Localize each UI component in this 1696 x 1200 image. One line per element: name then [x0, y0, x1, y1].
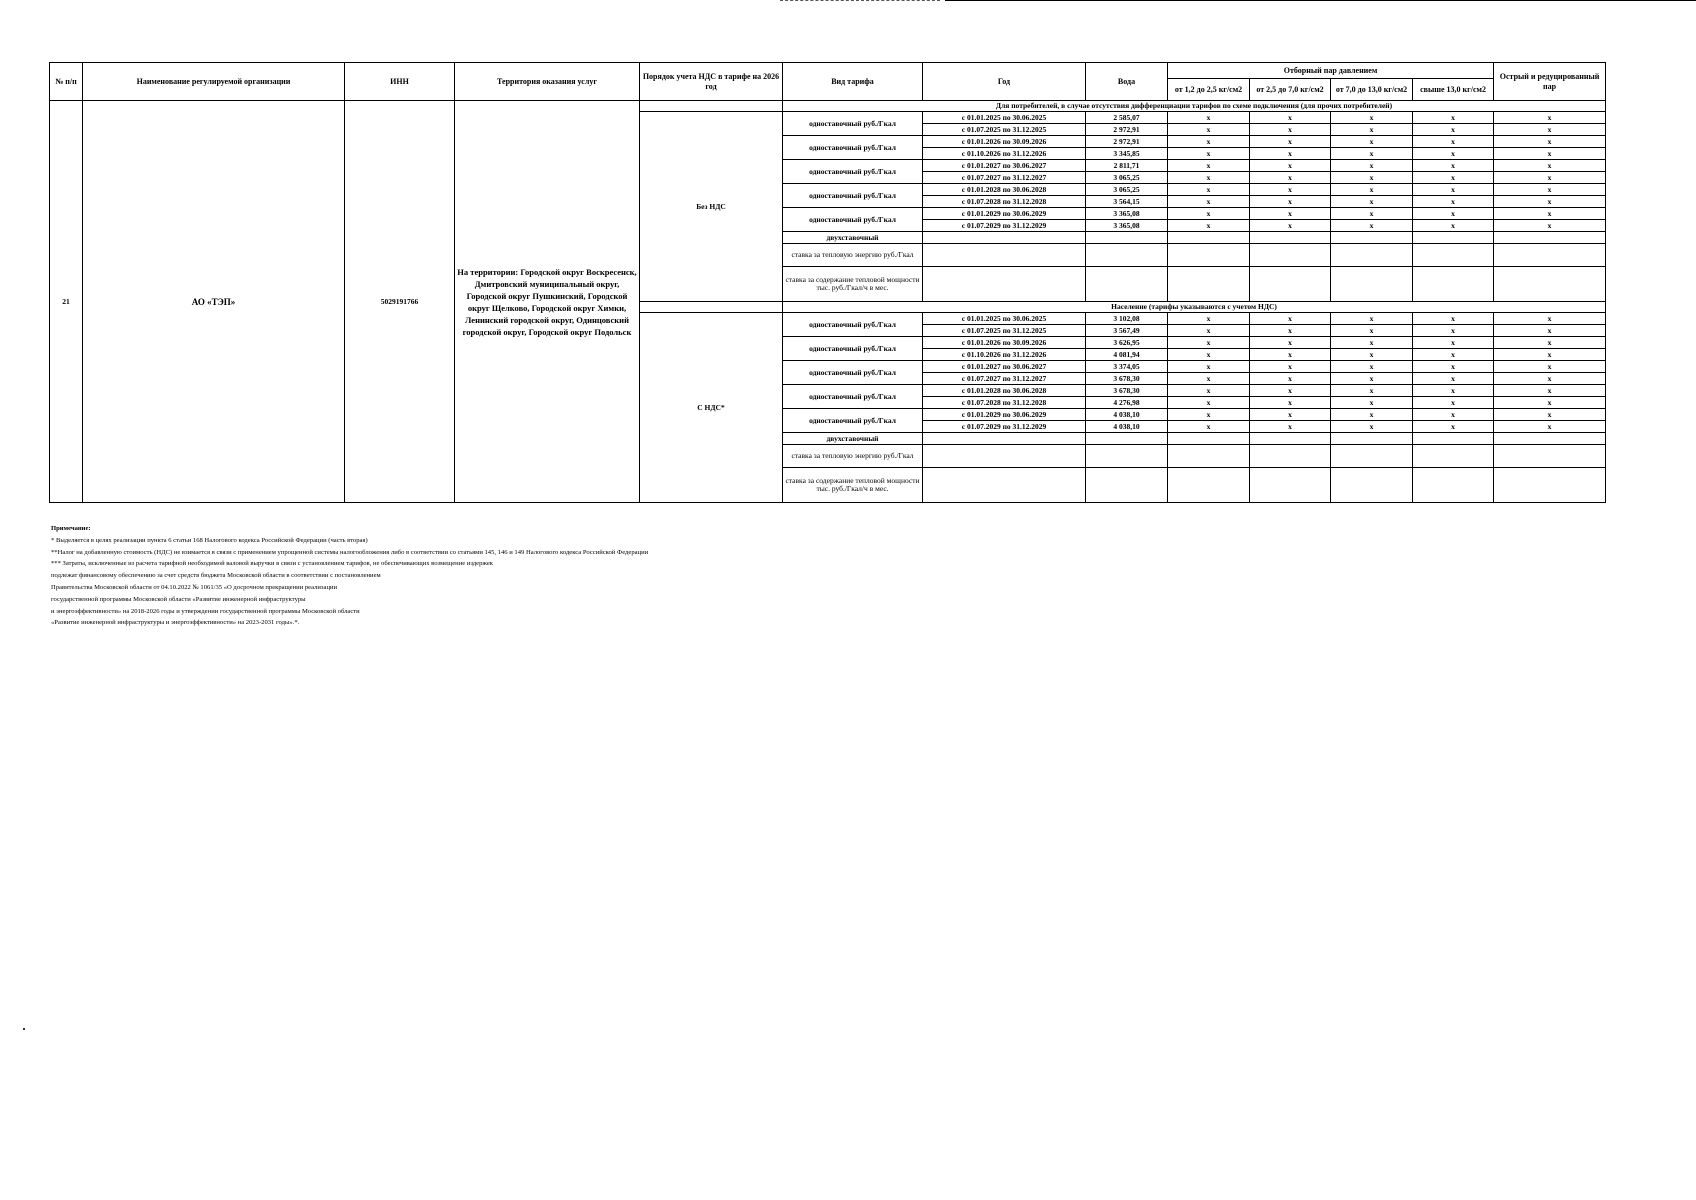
x-mark: x — [1250, 361, 1331, 373]
header-territory: Территория оказания услуг — [455, 63, 640, 101]
period: с 01.01.2025 по 30.06.2025 — [923, 313, 1086, 325]
period: с 01.07.2027 по 31.12.2027 — [923, 373, 1086, 385]
tariff-type: одноставочный руб./Гкал — [783, 160, 923, 184]
water-value: 3 678,30 — [1086, 373, 1168, 385]
header-org: Наименование регулируемой организации — [83, 63, 345, 101]
x-mark: x — [1494, 148, 1606, 160]
empty-cell — [1250, 232, 1331, 244]
empty-cell — [923, 445, 1086, 468]
x-mark: x — [1168, 124, 1250, 136]
x-mark: x — [1331, 208, 1413, 220]
header-steam-2: от 2,5 до 7,0 кг/см2 — [1250, 79, 1331, 101]
x-mark: x — [1168, 196, 1250, 208]
note-line: * Выделяется в целях реализации пункта 6 статьи 168 Налогового кодекса Российской Федерации (часть вторая) — [51, 536, 368, 544]
x-mark: x — [1413, 184, 1494, 196]
empty-cell — [1331, 232, 1413, 244]
note-line: Правительства Московской области от 04.10.2022 № 1061/35 «О досрочном прекращении реализации — [51, 583, 338, 591]
x-mark: x — [1331, 361, 1413, 373]
header-steam-group: Отборный пар давлением — [1168, 63, 1494, 79]
vat-band-blank — [640, 101, 783, 112]
x-mark: x — [1413, 112, 1494, 124]
x-mark: x — [1494, 172, 1606, 184]
x-mark: x — [1413, 421, 1494, 433]
x-mark: x — [1168, 148, 1250, 160]
empty-cell — [1331, 267, 1413, 302]
tariff-type: одноставочный руб./Гкал — [783, 112, 923, 136]
x-mark: x — [1168, 160, 1250, 172]
empty-cell — [1086, 232, 1168, 244]
tariff-type-capacity-rate: ставка за содержание тепловой мощности тыс. руб./Гкал/ч в мес. — [783, 468, 923, 503]
x-mark: x — [1168, 409, 1250, 421]
x-mark: x — [1250, 337, 1331, 349]
empty-cell — [1413, 244, 1494, 267]
empty-cell — [1413, 232, 1494, 244]
x-mark: x — [1331, 148, 1413, 160]
water-value: 3 564,15 — [1086, 196, 1168, 208]
empty-cell — [1413, 468, 1494, 503]
x-mark: x — [1168, 361, 1250, 373]
x-mark: x — [1494, 373, 1606, 385]
x-mark: x — [1250, 220, 1331, 232]
tariff-type-energy-rate: ставка за тепловую энергию руб./Гкал — [783, 244, 923, 267]
vat-mode: С НДС* — [640, 313, 783, 503]
x-mark: x — [1494, 349, 1606, 361]
empty-cell — [1494, 468, 1606, 503]
water-value: 4 081,94 — [1086, 349, 1168, 361]
empty-cell — [1494, 267, 1606, 302]
x-mark: x — [1494, 421, 1606, 433]
period: с 01.07.2029 по 31.12.2029 — [923, 220, 1086, 232]
empty-cell — [1168, 433, 1250, 445]
x-mark: x — [1250, 349, 1331, 361]
x-mark: x — [1168, 397, 1250, 409]
x-mark: x — [1168, 136, 1250, 148]
tariff-type-two-part: двухставочный — [783, 433, 923, 445]
header-steam-sharp: Острый и редуцированный пар — [1494, 63, 1606, 101]
water-value: 3 365,08 — [1086, 220, 1168, 232]
empty-cell — [923, 267, 1086, 302]
tariff-type: одноставочный руб./Гкал — [783, 361, 923, 385]
x-mark: x — [1168, 184, 1250, 196]
x-mark: x — [1331, 112, 1413, 124]
tariff-type: одноставочный руб./Гкал — [783, 385, 923, 409]
x-mark: x — [1168, 349, 1250, 361]
empty-cell — [1086, 445, 1168, 468]
x-mark: x — [1168, 421, 1250, 433]
tariff-type-two-part: двухставочный — [783, 232, 923, 244]
x-mark: x — [1250, 421, 1331, 433]
x-mark: x — [1494, 313, 1606, 325]
x-mark: x — [1413, 208, 1494, 220]
header-steam-1: от 1,2 до 2,5 кг/см2 — [1168, 79, 1250, 101]
period: с 01.01.2028 по 30.06.2028 — [923, 184, 1086, 196]
x-mark: x — [1413, 148, 1494, 160]
x-mark: x — [1250, 196, 1331, 208]
x-mark: x — [1494, 196, 1606, 208]
empty-cell — [1250, 244, 1331, 267]
x-mark: x — [1168, 208, 1250, 220]
water-value: 4 038,10 — [1086, 409, 1168, 421]
empty-cell — [1494, 244, 1606, 267]
x-mark: x — [1250, 325, 1331, 337]
x-mark: x — [1494, 160, 1606, 172]
period: с 01.01.2027 по 30.06.2027 — [923, 160, 1086, 172]
x-mark: x — [1413, 349, 1494, 361]
notes-title: Примечание: — [51, 525, 91, 532]
empty-cell — [923, 468, 1086, 503]
header-steam-3: от 7,0 до 13,0 кг/см2 — [1331, 79, 1413, 101]
empty-cell — [1331, 445, 1413, 468]
x-mark: x — [1413, 397, 1494, 409]
x-mark: x — [1494, 124, 1606, 136]
tariff-type: одноставочный руб./Гкал — [783, 409, 923, 433]
note-line: «Развитие инженерной инфраструктуры и энергоэффективности» на 2023-2031 годы».*. — [51, 619, 300, 627]
territory: На территории: Городской округ Воскресенск, Дмитровский муниципальный округ, Городской округ Пушкинский, Городской округ Щелково, Городской округ Химки, Ленинский городской округ, Одинцовский городской округ, Городской округ Подольск — [455, 101, 640, 503]
x-mark: x — [1331, 220, 1413, 232]
header-tariff-type: Вид тарифа — [783, 63, 923, 101]
empty-cell — [1250, 468, 1331, 503]
notes-block — [51, 523, 648, 629]
empty-cell — [1086, 468, 1168, 503]
header-water: Вода — [1086, 63, 1168, 101]
x-mark: x — [1331, 325, 1413, 337]
empty-cell — [1168, 267, 1250, 302]
x-mark: x — [1250, 409, 1331, 421]
x-mark: x — [1413, 313, 1494, 325]
empty-cell — [1250, 267, 1331, 302]
x-mark: x — [1250, 184, 1331, 196]
empty-cell — [1086, 433, 1168, 445]
tariff-type: одноставочный руб./Гкал — [783, 184, 923, 208]
org-inn: 5029191766 — [345, 101, 455, 503]
section-band: Население (тарифы указываются с учетом НДС) — [783, 302, 1606, 313]
x-mark: x — [1168, 172, 1250, 184]
water-value: 3 365,08 — [1086, 208, 1168, 220]
scan-dot — [23, 1028, 25, 1030]
x-mark: x — [1413, 196, 1494, 208]
x-mark: x — [1168, 325, 1250, 337]
period: с 01.07.2029 по 31.12.2029 — [923, 421, 1086, 433]
tariff-type-capacity-rate: ставка за содержание тепловой мощности тыс. руб./Гкал/ч в мес. — [783, 267, 923, 302]
empty-cell — [1331, 433, 1413, 445]
x-mark: x — [1494, 208, 1606, 220]
period: с 01.10.2026 по 31.12.2026 — [923, 148, 1086, 160]
x-mark: x — [1250, 172, 1331, 184]
empty-cell — [1494, 232, 1606, 244]
empty-cell — [1331, 244, 1413, 267]
water-value: 3 065,25 — [1086, 172, 1168, 184]
empty-cell — [1086, 267, 1168, 302]
x-mark: x — [1494, 220, 1606, 232]
x-mark: x — [1250, 160, 1331, 172]
water-value: 3 567,49 — [1086, 325, 1168, 337]
water-value: 2 585,07 — [1086, 112, 1168, 124]
x-mark: x — [1331, 421, 1413, 433]
empty-cell — [1413, 433, 1494, 445]
water-value: 2 811,71 — [1086, 160, 1168, 172]
x-mark: x — [1331, 196, 1413, 208]
x-mark: x — [1331, 373, 1413, 385]
empty-cell — [1086, 244, 1168, 267]
note-line: и энергоэффективности» на 2018-2026 годы и утверждении государственной программы Московской области — [51, 607, 360, 615]
vat-band-blank — [640, 302, 783, 313]
x-mark: x — [1413, 172, 1494, 184]
x-mark: x — [1413, 325, 1494, 337]
period: с 01.01.2029 по 30.06.2029 — [923, 208, 1086, 220]
top-edge-line — [945, 0, 1696, 1]
top-scan-mark — [780, 0, 940, 3]
x-mark: x — [1413, 373, 1494, 385]
note-line: государственной программы Московской области «Развитие инженерной инфраструктуры — [51, 595, 306, 603]
header-steam-4: свыше 13,0 кг/см2 — [1413, 79, 1494, 101]
x-mark: x — [1331, 385, 1413, 397]
x-mark: x — [1413, 385, 1494, 397]
tariff-table — [49, 62, 1606, 503]
period: с 01.07.2025 по 31.12.2025 — [923, 325, 1086, 337]
x-mark: x — [1250, 208, 1331, 220]
x-mark: x — [1413, 124, 1494, 136]
x-mark: x — [1168, 112, 1250, 124]
period: с 01.01.2025 по 30.06.2025 — [923, 112, 1086, 124]
empty-cell — [1494, 433, 1606, 445]
period: с 01.07.2025 по 31.12.2025 — [923, 124, 1086, 136]
section-band: Для потребителей, в случае отсутствия дифференциации тарифов по схеме подключения (для прочих потребителей) — [783, 101, 1606, 112]
x-mark: x — [1250, 385, 1331, 397]
x-mark: x — [1331, 184, 1413, 196]
x-mark: x — [1168, 373, 1250, 385]
empty-cell — [923, 244, 1086, 267]
tariff-type-energy-rate: ставка за тепловую энергию руб./Гкал — [783, 445, 923, 468]
water-value: 3 345,85 — [1086, 148, 1168, 160]
tariff-type: одноставочный руб./Гкал — [783, 313, 923, 337]
empty-cell — [1250, 445, 1331, 468]
x-mark: x — [1413, 136, 1494, 148]
header-year: Год — [923, 63, 1086, 101]
period: с 01.01.2029 по 30.06.2029 — [923, 409, 1086, 421]
x-mark: x — [1331, 313, 1413, 325]
header-num: № п/п — [50, 63, 83, 101]
x-mark: x — [1413, 337, 1494, 349]
x-mark: x — [1168, 220, 1250, 232]
tariff-type: одноставочный руб./Гкал — [783, 337, 923, 361]
period: с 01.01.2026 по 30.09.2026 — [923, 136, 1086, 148]
x-mark: x — [1413, 361, 1494, 373]
x-mark: x — [1250, 124, 1331, 136]
water-value: 3 626,95 — [1086, 337, 1168, 349]
water-value: 2 972,91 — [1086, 136, 1168, 148]
period: с 01.01.2026 по 30.09.2026 — [923, 337, 1086, 349]
x-mark: x — [1331, 337, 1413, 349]
org-name: АО «ТЭП» — [83, 101, 345, 503]
x-mark: x — [1250, 313, 1331, 325]
x-mark: x — [1331, 136, 1413, 148]
empty-cell — [923, 232, 1086, 244]
x-mark: x — [1494, 337, 1606, 349]
empty-cell — [923, 433, 1086, 445]
x-mark: x — [1331, 349, 1413, 361]
empty-cell — [1413, 445, 1494, 468]
empty-cell — [1168, 468, 1250, 503]
tariff-type: одноставочный руб./Гкал — [783, 136, 923, 160]
x-mark: x — [1494, 325, 1606, 337]
x-mark: x — [1494, 385, 1606, 397]
x-mark: x — [1413, 160, 1494, 172]
note-line: подлежат финансовому обеспечению за счет средств бюджета Московской области в соответствии с постановлением — [51, 572, 381, 580]
vat-mode: Без НДС — [640, 112, 783, 302]
x-mark: x — [1331, 397, 1413, 409]
x-mark: x — [1331, 160, 1413, 172]
x-mark: x — [1168, 385, 1250, 397]
water-value: 3 374,05 — [1086, 361, 1168, 373]
period: с 01.01.2028 по 30.06.2028 — [923, 385, 1086, 397]
x-mark: x — [1250, 148, 1331, 160]
row-num: 21 — [50, 101, 83, 503]
period: с 01.01.2027 по 30.06.2027 — [923, 361, 1086, 373]
x-mark: x — [1331, 409, 1413, 421]
section-band-row — [50, 101, 1606, 112]
x-mark: x — [1413, 409, 1494, 421]
period: с 01.10.2026 по 31.12.2026 — [923, 349, 1086, 361]
x-mark: x — [1331, 172, 1413, 184]
empty-cell — [1413, 267, 1494, 302]
empty-cell — [1331, 468, 1413, 503]
period: с 01.07.2028 по 31.12.2028 — [923, 196, 1086, 208]
x-mark: x — [1494, 409, 1606, 421]
empty-cell — [1250, 433, 1331, 445]
x-mark: x — [1168, 337, 1250, 349]
x-mark: x — [1413, 220, 1494, 232]
x-mark: x — [1494, 397, 1606, 409]
period: с 01.07.2028 по 31.12.2028 — [923, 397, 1086, 409]
x-mark: x — [1250, 112, 1331, 124]
empty-cell — [1168, 445, 1250, 468]
empty-cell — [1168, 232, 1250, 244]
x-mark: x — [1494, 136, 1606, 148]
water-value: 3 678,30 — [1086, 385, 1168, 397]
x-mark: x — [1250, 373, 1331, 385]
period: с 01.07.2027 по 31.12.2027 — [923, 172, 1086, 184]
empty-cell — [1494, 445, 1606, 468]
x-mark: x — [1331, 124, 1413, 136]
x-mark: x — [1494, 112, 1606, 124]
note-line: *** Затраты, исключенные из расчета тарифной необходимой валовой выручки в связи с установлением тарифов, не обеспечивающих возмещение издержек — [51, 560, 493, 568]
x-mark: x — [1494, 184, 1606, 196]
empty-cell — [1168, 244, 1250, 267]
x-mark: x — [1250, 136, 1331, 148]
tariff-type: одноставочный руб./Гкал — [783, 208, 923, 232]
water-value: 3 102,08 — [1086, 313, 1168, 325]
note-line: **Налог на добавленную стоимость (НДС) не взимается в связи с применением упрощенной системы налогообложения либо в соответствии со статьями 145, 146 и 149 Налогового кодекса Российской Федерации — [51, 548, 649, 556]
water-value: 3 065,25 — [1086, 184, 1168, 196]
header-inn: ИНН — [345, 63, 455, 101]
water-value: 4 276,98 — [1086, 397, 1168, 409]
water-value: 2 972,91 — [1086, 124, 1168, 136]
x-mark: x — [1168, 313, 1250, 325]
x-mark: x — [1250, 397, 1331, 409]
x-mark: x — [1494, 361, 1606, 373]
header-vat: Порядок учета НДС в тарифе на 2026 год — [640, 63, 783, 101]
water-value: 4 038,10 — [1086, 421, 1168, 433]
